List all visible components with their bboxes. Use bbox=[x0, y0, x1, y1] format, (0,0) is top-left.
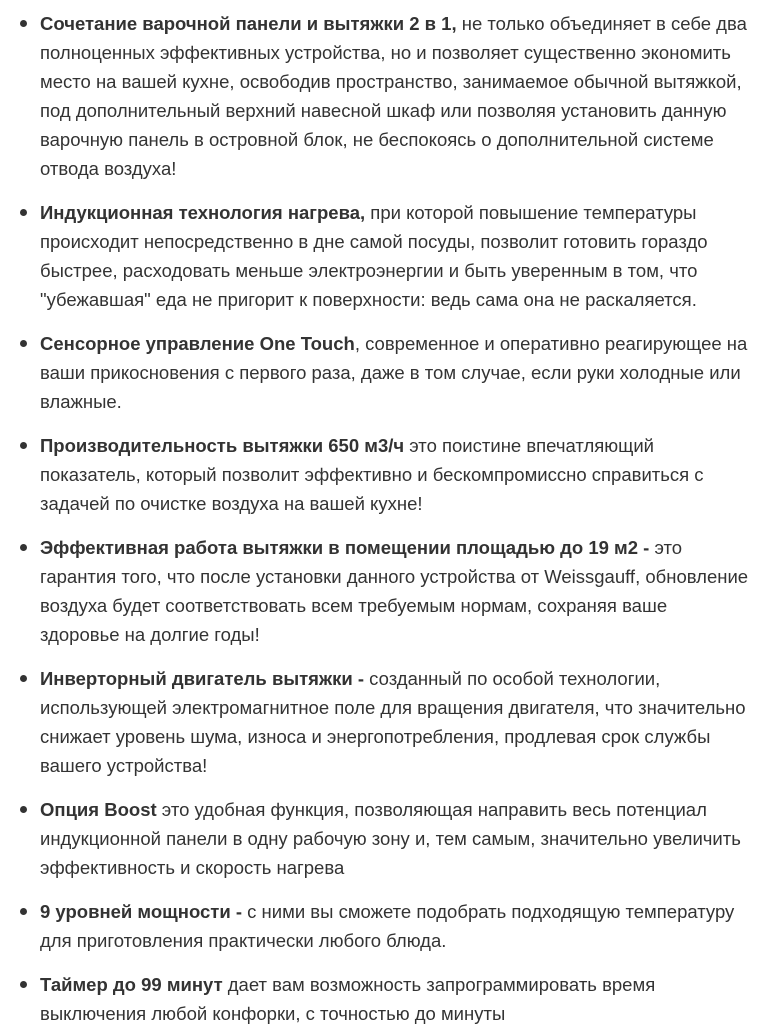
bullet-icon bbox=[20, 981, 27, 988]
bullet-icon bbox=[20, 675, 27, 682]
bullet-icon bbox=[20, 806, 27, 813]
bullet-icon bbox=[20, 544, 27, 551]
feature-item-inverter-motor bbox=[0, 664, 763, 780]
feature-term: Сенсорное управление One Touch bbox=[40, 333, 355, 354]
feature-description: это удобная функция, позволяющая направить весь потенциал индукционной панели в одну рабочую зону и, тем самым, значительно увеличить эффективность и скорость нагрева bbox=[40, 799, 741, 878]
feature-description: созданный по особой технологии, использующей электромагнитное поле для вращения двигателя, что значительно снижает уровень шума, износа и энергопотребления, продлевая срок службы вашего устройства! bbox=[40, 668, 746, 776]
feature-item-timer bbox=[0, 970, 763, 1028]
feature-description: , современное и оперативно реагирующее на ваши прикосновения с первого раза, даже в том случае, если руки холодные или влажные. bbox=[40, 333, 748, 412]
feature-item-room-area bbox=[0, 533, 763, 649]
feature-item-hob-hood-combo bbox=[0, 9, 763, 183]
bullet-icon bbox=[20, 340, 27, 347]
bullet-icon bbox=[20, 442, 27, 449]
feature-term: Индукционная технология нагрева, bbox=[40, 202, 366, 223]
feature-description: не только объединяет в себе два полноценных эффективных устройства, но и позволяет существенно экономить место на вашей кухне, освободив пространство, занимаемое обычной вытяжкой, под дополнительный верхний навесной шкаф или позволяя установить данную варочную панель в островной блок, не беспокоясь о дополнительной системе отвода воздуха! bbox=[40, 13, 747, 179]
feature-term: Эффективная работа вытяжки в помещении площадью до 19 м2 - bbox=[40, 537, 650, 558]
bullet-icon bbox=[20, 209, 27, 216]
feature-term: Таймер до 99 минут bbox=[40, 974, 223, 995]
feature-description: с ними вы сможете подобрать подходящую температуру для приготовления практически любого блюда. bbox=[40, 901, 735, 951]
feature-term: Инверторный двигатель вытяжки - bbox=[40, 668, 365, 689]
feature-description: это гарантия того, что после установки данного устройства от Weissgauff, обновление воздуха будет соответствовать всем требуемым нормам, сохраняя ваше здоровье на долгие годы! bbox=[40, 537, 749, 645]
feature-term: Производительность вытяжки 650 м3/ч bbox=[40, 435, 405, 456]
feature-item-power-levels bbox=[0, 897, 763, 955]
bullet-icon bbox=[20, 908, 27, 915]
feature-item-hood-capacity bbox=[0, 431, 763, 518]
feature-term: Опция Boost bbox=[40, 799, 157, 820]
bullet-icon bbox=[20, 20, 27, 27]
feature-item-induction bbox=[0, 198, 763, 314]
feature-term: 9 уровней мощности - bbox=[40, 901, 243, 922]
feature-item-touch-control bbox=[0, 329, 763, 416]
feature-description: при которой повышение температуры происходит непосредственно в дне самой посуды, позволит готовить гораздо быстрее, расходовать меньше электроэнергии и быть уверенным в том, что "убежавшая" еда не пригорит к поверхности: ведь сама она не раскаляется. bbox=[40, 202, 708, 310]
feature-description: дает вам возможность запрограммировать время выключения любой конфорки, с точностью до минуты bbox=[40, 974, 656, 1024]
feature-description: это поистине впечатляющий показатель, который позволит эффективно и бескомпромиссно справиться с задачей по очистке воздуха на вашей кухне! bbox=[40, 435, 704, 514]
feature-item-boost bbox=[0, 795, 763, 882]
feature-term: Сочетание варочной панели и вытяжки 2 в 1, bbox=[40, 13, 457, 34]
